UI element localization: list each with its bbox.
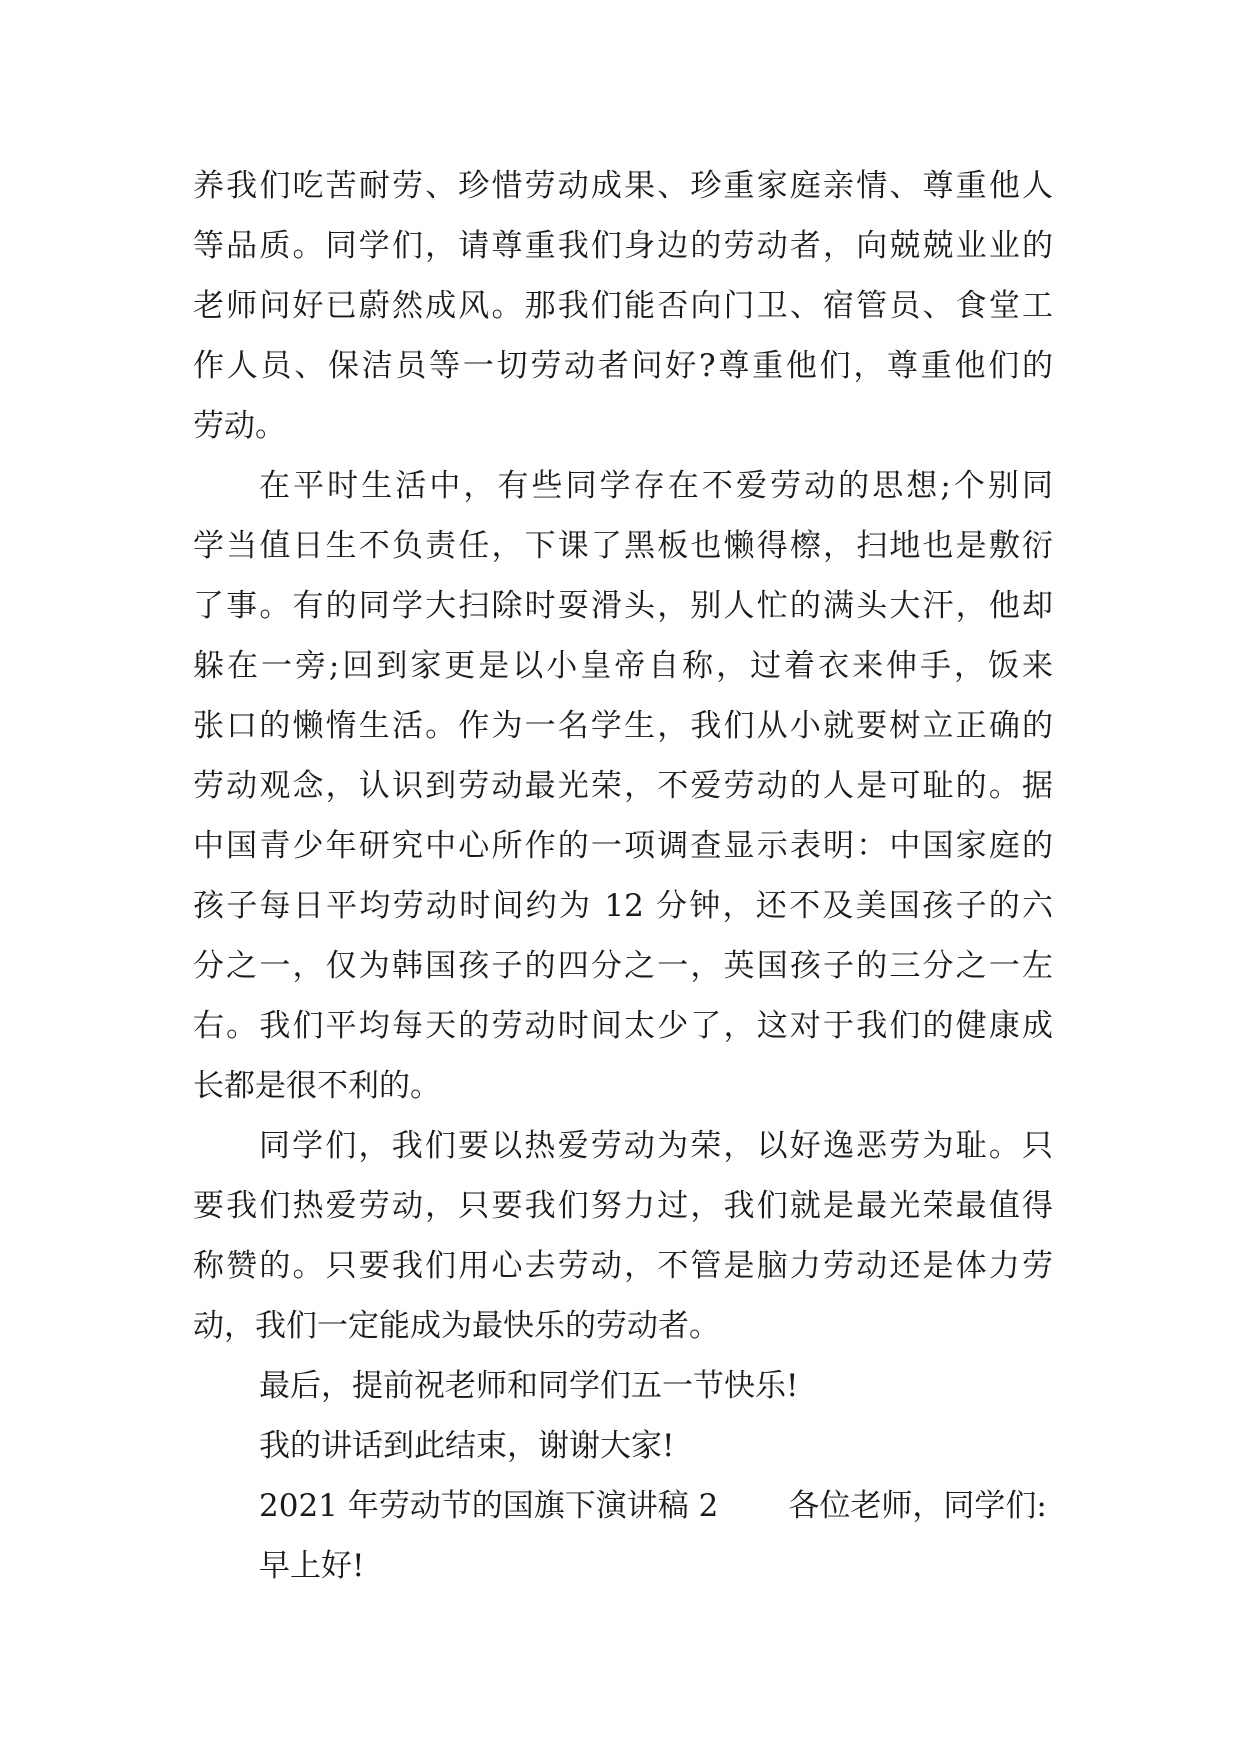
paragraph-line: 劳动观念，认识到劳动最光荣，不爱劳动的人是可耻的。据 — [193, 768, 1053, 804]
paragraph-line: 中国青少年研究中心所作的一项调查显示表明：中国家庭的 — [193, 828, 1053, 864]
paragraph-line: 了事。有的同学大扫除时耍滑头，别人忙的满头大汗，他却 — [193, 588, 1053, 624]
paragraph-line: 动，我们一定能成为最快乐的劳动者。 — [193, 1308, 720, 1344]
paragraph-line: 张口的懒惰生活。作为一名学生，我们从小就要树立正确的 — [193, 708, 1053, 744]
paragraph-line: 在平时生活中，有些同学存在不爱劳动的思想;个别同 — [259, 468, 1053, 504]
next-speech-title: 2021 年劳动节的国旗下演讲稿 2 — [259, 1488, 719, 1524]
paragraph-line: 等品质。同学们，请尊重我们身边的劳动者，向兢兢业业的 — [193, 228, 1053, 264]
paragraph-line: 学当值日生不负责任，下课了黑板也懒得檫，扫地也是敷衍 — [193, 528, 1053, 564]
paragraph-line: 躲在一旁;回到家更是以小皇帝自称，过着衣来伸手，饭来 — [193, 648, 1053, 684]
paragraph-line: 养我们吃苦耐劳、珍惜劳动成果、珍重家庭亲情、尊重他人 — [193, 168, 1053, 204]
paragraph-line: 孩子每日平均劳动时间约为 12 分钟，还不及美国孩子的六 — [193, 888, 1053, 924]
paragraph-line: 劳动。 — [193, 408, 286, 444]
paragraph-line: 称赞的。只要我们用心去劳动，不管是脑力劳动还是体力劳 — [193, 1248, 1053, 1284]
next-speech-greeting: 早上好! — [259, 1548, 365, 1584]
paragraph-line: 长都是很不利的。 — [193, 1068, 441, 1104]
closing-thanks: 我的讲话到此结束，谢谢大家! — [259, 1428, 675, 1464]
next-speech-salutation: 各位老师，同学们: — [788, 1488, 1047, 1524]
paragraph-line: 要我们热爱劳动，只要我们努力过，我们就是最光荣最值得 — [193, 1188, 1053, 1224]
closing-wish: 最后，提前祝老师和同学们五一节快乐! — [259, 1368, 799, 1404]
paragraph-line: 老师问好已蔚然成风。那我们能否向门卫、宿管员、食堂工 — [193, 288, 1053, 324]
paragraph-line: 分之一，仅为韩国孩子的四分之一，英国孩子的三分之一左 — [193, 948, 1053, 984]
next-speech-heading — [259, 1486, 1053, 1526]
paragraph-line: 作人员、保洁员等一切劳动者问好?尊重他们，尊重他们的 — [193, 348, 1053, 384]
paragraph-line: 同学们，我们要以热爱劳动为荣，以好逸恶劳为耻。只 — [259, 1128, 1053, 1164]
paragraph-line: 右。我们平均每天的劳动时间太少了，这对于我们的健康成 — [193, 1008, 1053, 1044]
